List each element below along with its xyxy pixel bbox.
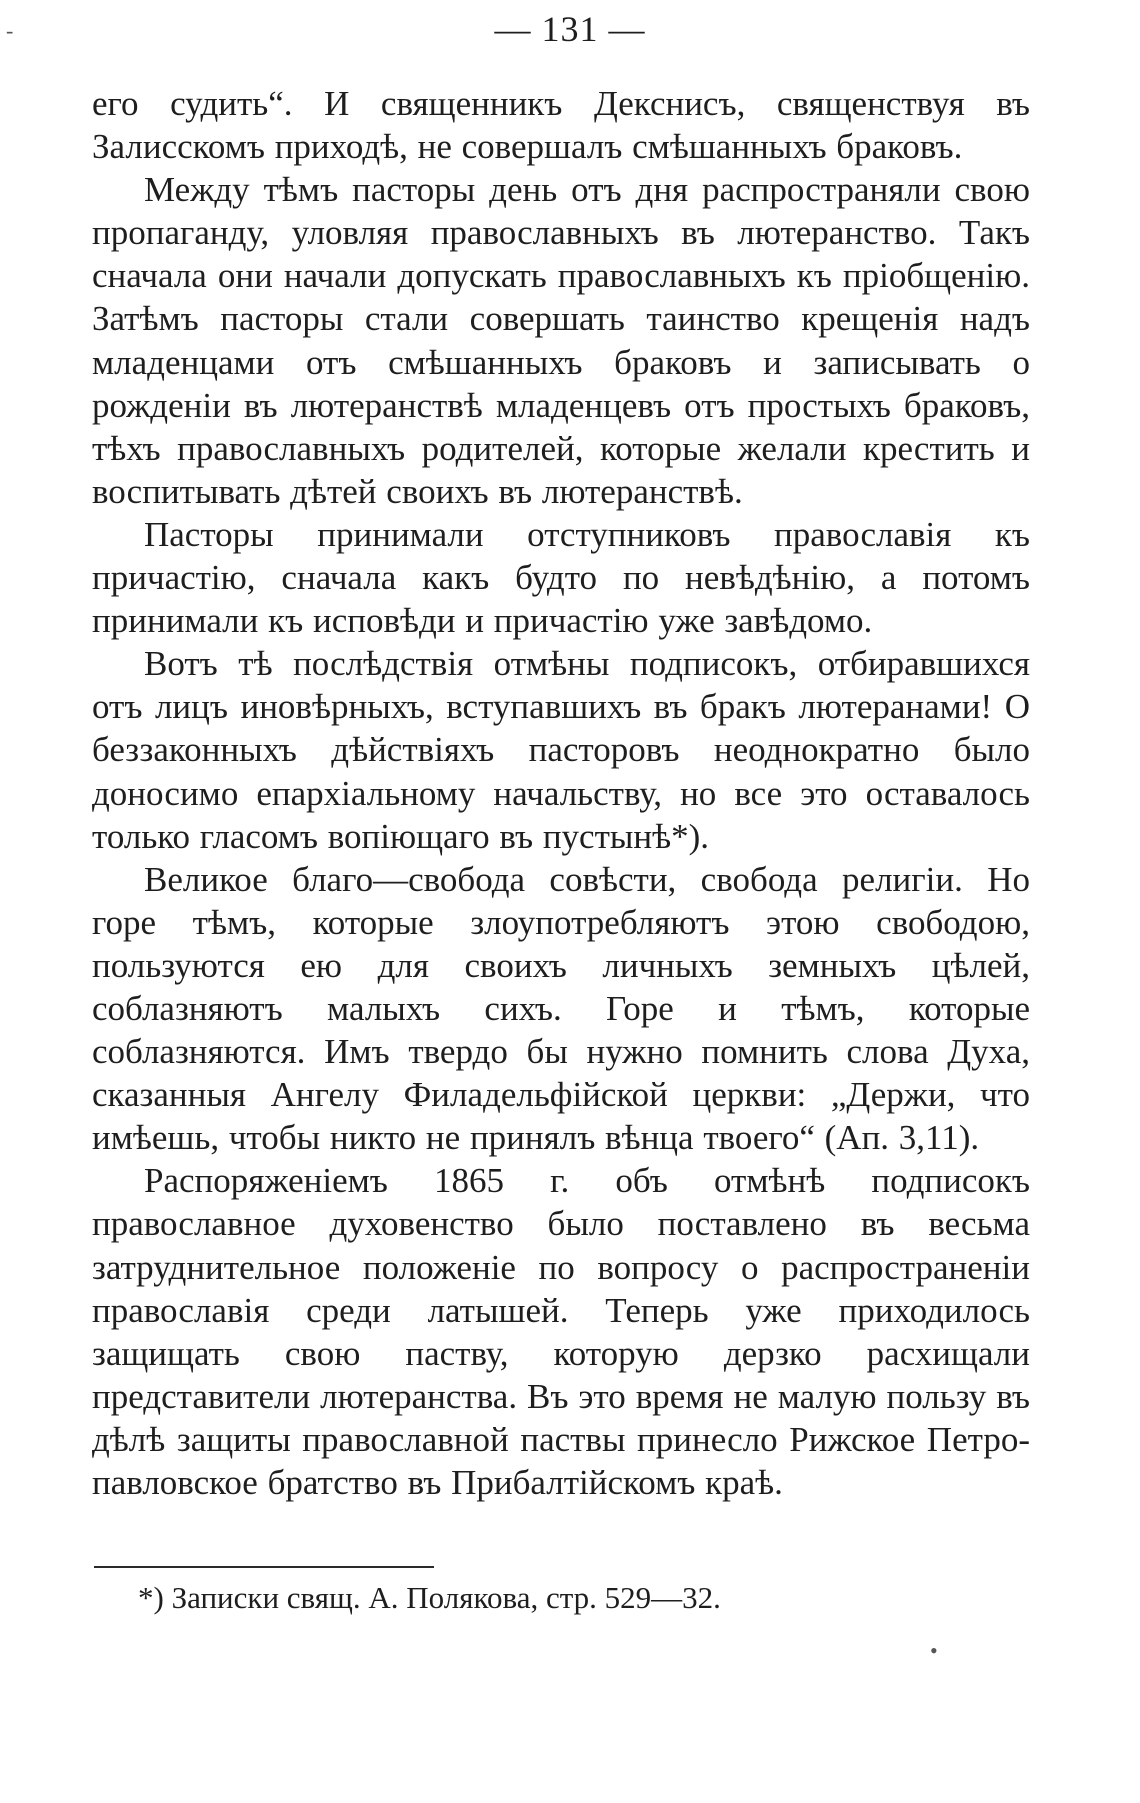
paragraph-4: Вотъ тѣ послѣдствія отмѣны подписокъ, отбиравшихся отъ лицъ иновѣрныхъ, вступавшихъ въ бракъ лютеранами! О беззаконныхъ дѣйствіяхъ пасторовъ неоднократно было доносимо епархіальному начальству, но все это оставалось только гласомъ вопіющаго въ пустынѣ*). (92, 644, 1030, 856)
paragraph-2: Между тѣмъ пасторы день отъ дня распространяли свою пропаганду, уловляя православныхъ въ лютеранство. Такъ сначала они начали допускать православныхъ къ пріобщенію. Затѣмъ пасторы стали совершать таинство крещенія надъ младенцами отъ смѣшанныхъ браковъ и записывать о рожденіи въ лютеранствѣ младенцевъ отъ простыхъ браковъ, тѣхъ православныхъ родителей, которые желали крестить и воспитывать дѣтей своихъ въ лютеранствѣ. (92, 170, 1030, 511)
paragraph-3: Пасторы принимали отступниковъ православія къ причастію, сначала какъ будто по невѣдѣнію, а потомъ принимали къ исповѣди и причастію уже завѣдомо. (92, 514, 1030, 641)
paragraph-5: Великое благо—свобода совѣсти, свобода религіи. Но горе тѣмъ, которые злоупотребляютъ этою свободою, пользуются ею для своихъ личныхъ земныхъ цѣлей, соблазняютъ малыхъ сихъ. Горе и тѣмъ, которые соблазняются. Имъ твердо бы нужно помнить слова Духа, сказанныя Ангелу Филадельфійской церкви: „Держи, что имѣешь, чтобы никто не принялъ вѣнца твоего“ (Ап. 3,11). (92, 859, 1030, 1158)
paragraph-6: Распоряженіемъ 1865 г. объ отмѣнѣ подписокъ православное духовенство было поставлено въ весьма затруднительное положеніе по вопросу о распространеніи православія среди латышей. Теперь уже приходилось защищать свою паству, которую дерзко расхищали представители лютеранства. Въ это время не малую пользу въ дѣлѣ защиты православной паствы принесло Рижское Петро-павловское братство въ Прибалтійскомъ краѣ. (92, 1161, 1030, 1502)
page-number: — 131 — (494, 9, 646, 49)
footnote: *) Записки свящ. А. Полякова, стр. 529—32. (138, 1580, 721, 1615)
body-text (92, 82, 1030, 1504)
paragraph-1: его судить“. И священникъ Декснисъ, священствуя въ Залисскомъ приходѣ, не совершалъ смѣшанныхъ браковъ. (92, 84, 1030, 167)
margin-mark-left: - (6, 18, 14, 43)
margin-mark-bottom: • (930, 1638, 938, 1663)
footnote-divider (94, 1566, 434, 1568)
